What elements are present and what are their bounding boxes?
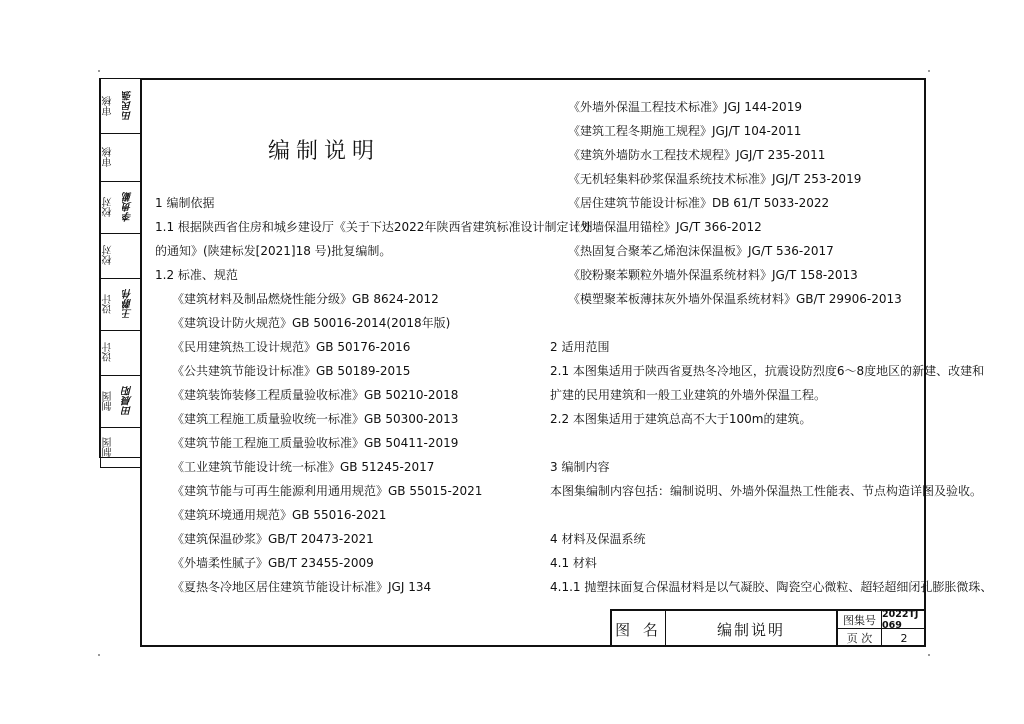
- signature-role-label: 审核: [100, 79, 116, 133]
- title-block: [610, 609, 926, 647]
- text-line: 《建筑设计防火规范》GB 50016-2014(2018年版): [172, 316, 451, 330]
- title-block-page-number: 2: [900, 631, 908, 645]
- text-line: 《建筑外墙防水工程技术规程》JGJ/T 235-2011: [568, 148, 826, 162]
- signature-row: [100, 181, 140, 234]
- text-line: 3 编制内容: [550, 460, 610, 474]
- text-line: 《建筑节能与可再生能源利用通用规范》GB 55015-2021: [172, 484, 483, 498]
- signature: [117, 427, 140, 467]
- text-line: 《建筑工程冬期施工规程》JGJ/T 104-2011: [568, 124, 802, 138]
- text-line: 《建筑装饰装修工程质量验收标准》GB 50210-2018: [172, 388, 459, 402]
- signature-role-label: 校对: [100, 233, 116, 278]
- signature: [117, 233, 140, 278]
- signature: 田晨阳: [123, 386, 134, 416]
- text-line: 《建筑材料及制品燃烧性能分级》GB 8624-2012: [172, 292, 439, 306]
- signature: [117, 133, 140, 181]
- title-block-page-label: 页 次: [838, 629, 882, 647]
- text-line: 《外墙外保温工程技术标准》JGJ 144-2019: [568, 100, 802, 114]
- text-line: 《公共建筑节能设计标准》GB 50189-2015: [172, 364, 411, 378]
- signature-row: [100, 133, 140, 182]
- text-line: 2 适用范围: [550, 340, 610, 354]
- signature-row: [100, 330, 140, 376]
- signature-role-label: 制图: [100, 427, 116, 467]
- text-line: 《建筑节能工程施工质量验收标准》GB 50411-2019: [172, 436, 459, 450]
- text-line: 本图集编制内容包括：编制说明、外墙外保温热工性能表、节点构造详图及验收。: [550, 484, 983, 498]
- signature-row: [100, 375, 140, 428]
- signature-sidebar: [99, 78, 140, 458]
- signature-role-label: 校对: [100, 181, 116, 233]
- title-block-atlas-number: 2022TJ 069: [882, 611, 926, 629]
- text-line: 1.2 标准、规范: [155, 268, 238, 282]
- page-title: 编制说明: [268, 139, 381, 164]
- text-line: 《外墙保温用锚栓》JG/T 366-2012: [568, 220, 762, 234]
- signature: 田民强: [123, 91, 134, 121]
- text-line: 《建筑保温砂浆》GB/T 20473-2021: [172, 532, 374, 546]
- text-line: 《夏热冬冷地区居住建筑节能设计标准》JGJ 134: [172, 580, 432, 594]
- title-block-name-label: 图 名: [612, 611, 666, 647]
- text-line: 1 编制依据: [155, 196, 215, 210]
- signature-row: [100, 427, 140, 468]
- text-line: 2.2 本图集适用于建筑总高不大于100m的建筑。: [550, 412, 812, 426]
- text-line: 《热固复合聚苯乙烯泡沫保温板》JG/T 536-2017: [568, 244, 834, 258]
- signature-role-label: 审核: [100, 133, 116, 181]
- text-line: 《胶粉聚苯颗粒外墙外保温系统材料》JG/T 158-2013: [568, 268, 858, 282]
- signature-row: [100, 233, 140, 279]
- title-block-atlas-label: 图集号: [838, 611, 882, 629]
- text-line: 4.1.1 抛塑抹面复合保温材料是以气凝胶、陶瓷空心微粒、超轻超细闭孔膨胀微珠、: [550, 580, 993, 594]
- text-line: 《无机轻集料砂浆保温系统技术标准》JGJ/T 253-2019: [568, 172, 862, 186]
- signature: [117, 330, 140, 375]
- text-line: 1.1 根据陕西省住房和城乡建设厅《关于下达2022年陕西省建筑标准设计制定计划: [155, 220, 593, 234]
- text-line: 《建筑工程施工质量验收统一标准》GB 50300-2013: [172, 412, 459, 426]
- text-line: 扩建的民用建筑和一般工业建筑的外墙外保温工程。: [550, 388, 827, 402]
- text-line: 2.1 本图集适用于陕西省夏热冬冷地区，抗震设防烈度6～8度地区的新建、改建和: [550, 364, 985, 378]
- text-line: 《外墙柔性腻子》GB/T 23455-2009: [172, 556, 374, 570]
- text-line: 4 材料及保温系统: [550, 532, 646, 546]
- text-line: 4.1 材料: [550, 556, 597, 570]
- signature-role-label: 设计: [100, 330, 116, 375]
- text-line: 《工业建筑节能设计统一标准》GB 51245-2017: [172, 460, 435, 474]
- title-block-name: 编制说明: [666, 611, 838, 647]
- signature-row: [100, 79, 140, 134]
- text-line: 《居住建筑节能设计标准》DB 61/T 5033-2022: [568, 196, 830, 210]
- signature: 李贵勤: [123, 192, 134, 222]
- text-line: 的通知》(陕建标发[2021]18 号)批复编制。: [155, 244, 392, 258]
- signature-row: [100, 278, 140, 331]
- signature-role-label: 设计: [100, 278, 116, 330]
- text-line: 《建筑环境通用规范》GB 55016-2021: [172, 508, 387, 522]
- text-line: 《模塑聚苯板薄抹灰外墙外保温系统材料》GB/T 29906-2013: [568, 292, 902, 306]
- text-line: 《民用建筑热工设计规范》GB 50176-2016: [172, 340, 411, 354]
- signature: 王静伟: [123, 289, 134, 319]
- signature-role-label: 制图: [100, 375, 116, 427]
